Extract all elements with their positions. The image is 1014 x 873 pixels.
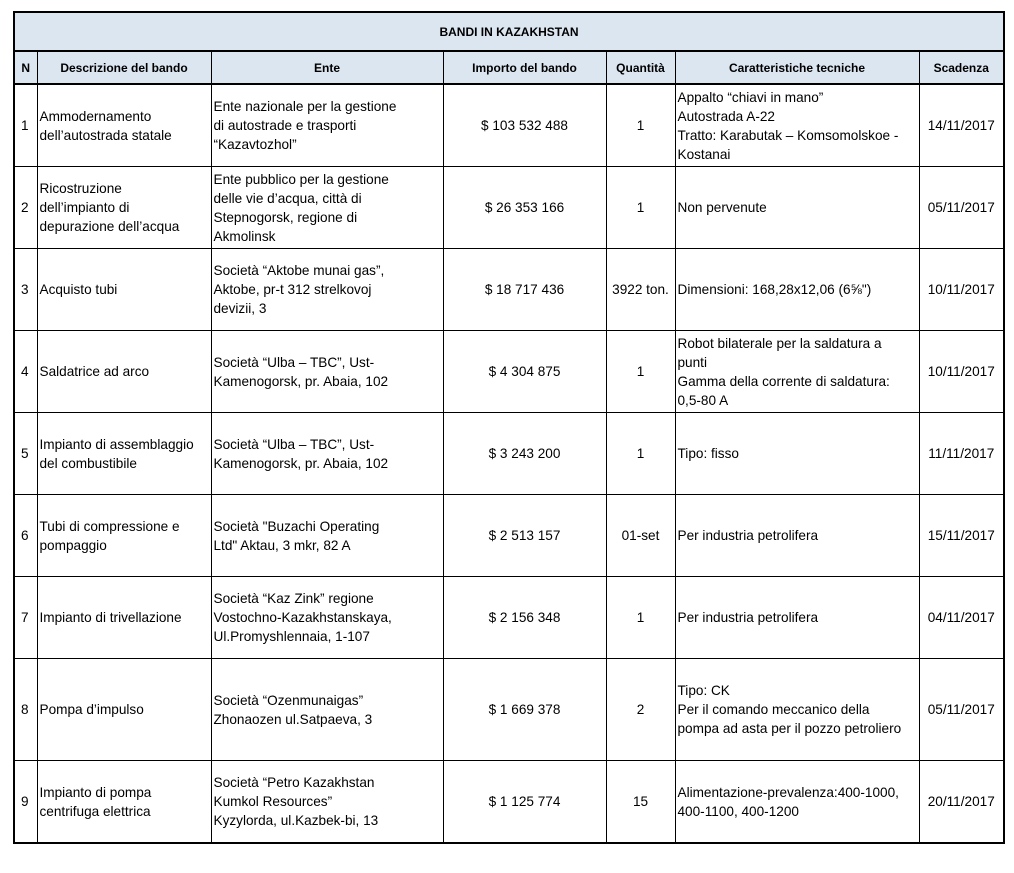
cell-caratteristiche: Dimensioni: 168,28x12,06 (6⅝") (675, 249, 919, 331)
cell-caratteristiche: Per industria petrolifera (675, 577, 919, 659)
cell-caratteristiche: Tipo: CK Per il comando meccanico della pompa ad asta per il pozzo petroliero (675, 659, 919, 761)
table-row (14, 249, 1004, 331)
cell-caratteristiche: Robot bilaterale per la saldatura a punti Gamma della corrente di saldatura: 0,5-80 A (675, 331, 919, 413)
cell-descrizione: Ammodernamento dell’autostrada statale (37, 84, 211, 167)
table-row (14, 577, 1004, 659)
cell-n: 3 (14, 249, 37, 331)
cell-n: 6 (14, 495, 37, 577)
table-row (14, 84, 1004, 167)
cell-importo: $ 4 304 875 (443, 331, 606, 413)
cell-descrizione: Impianto di trivellazione (37, 577, 211, 659)
cell-descrizione: Pompa d’impulso (37, 659, 211, 761)
cell-ente: Società “Aktobe munai gas”, Aktobe, pr-t 312 strelkovoj devizii, 3 (211, 249, 443, 331)
cell-importo: $ 1 669 378 (443, 659, 606, 761)
cell-n: 9 (14, 761, 37, 844)
tenders-table-container (13, 11, 1005, 844)
cell-importo: $ 2 513 157 (443, 495, 606, 577)
cell-ente: Società “Kaz Zink” regione Vostochno-Kazakhstanskaya, Ul.Promyshlennaia, 1-107 (211, 577, 443, 659)
cell-n: 5 (14, 413, 37, 495)
cell-caratteristiche: Per industria petrolifera (675, 495, 919, 577)
cell-importo: $ 2 156 348 (443, 577, 606, 659)
cell-n: 2 (14, 167, 37, 249)
tenders-table (13, 11, 1005, 844)
cell-ente: Società “Ulba – TBC”, Ust- Kamenogorsk, pr. Abaia, 102 (211, 413, 443, 495)
cell-scadenza: 04/11/2017 (919, 577, 1004, 659)
cell-caratteristiche: Appalto “chiavi in mano” Autostrada A-22 Tratto: Karabutak – Komsomolskoe - Kostanai (675, 84, 919, 167)
cell-scadenza: 11/11/2017 (919, 413, 1004, 495)
cell-quantita: 1 (606, 84, 675, 167)
cell-ente: Società “Petro Kazakhstan Kumkol Resources” Kyzylorda, ul.Kazbek-bi, 13 (211, 761, 443, 844)
table-row (14, 331, 1004, 413)
cell-importo: $ 3 243 200 (443, 413, 606, 495)
cell-descrizione: Tubi di compressione e pompaggio (37, 495, 211, 577)
cell-caratteristiche: Tipo: fisso (675, 413, 919, 495)
table-row (14, 167, 1004, 249)
header-scadenza: Scadenza (919, 51, 1004, 84)
cell-n: 7 (14, 577, 37, 659)
cell-n: 4 (14, 331, 37, 413)
cell-descrizione: Impianto di pompa centrifuga elettrica (37, 761, 211, 844)
table-row (14, 495, 1004, 577)
cell-scadenza: 14/11/2017 (919, 84, 1004, 167)
cell-ente: Società “Ozenmunaigas” Zhonaozen ul.Satpaeva, 3 (211, 659, 443, 761)
cell-quantita: 1 (606, 577, 675, 659)
header-n: N (14, 51, 37, 84)
cell-scadenza: 15/11/2017 (919, 495, 1004, 577)
cell-scadenza: 20/11/2017 (919, 761, 1004, 844)
cell-importo: $ 1 125 774 (443, 761, 606, 844)
cell-n: 8 (14, 659, 37, 761)
header-descrizione: Descrizione del bando (37, 51, 211, 84)
cell-ente: Società “Ulba – TBC”, Ust- Kamenogorsk, pr. Abaia, 102 (211, 331, 443, 413)
cell-importo: $ 26 353 166 (443, 167, 606, 249)
header-caratteristiche: Caratteristiche tecniche (675, 51, 919, 84)
table-title: BANDI IN KAZAKHSTAN (14, 12, 1004, 51)
cell-ente: Società "Buzachi Operating Ltd" Aktau, 3 mkr, 82 A (211, 495, 443, 577)
cell-quantita: 1 (606, 413, 675, 495)
cell-scadenza: 10/11/2017 (919, 331, 1004, 413)
cell-descrizione: Impianto di assemblaggio del combustibile (37, 413, 211, 495)
cell-scadenza: 05/11/2017 (919, 659, 1004, 761)
header-row (14, 51, 1004, 84)
table-row (14, 761, 1004, 844)
cell-quantita: 15 (606, 761, 675, 844)
cell-quantita: 2 (606, 659, 675, 761)
cell-descrizione: Acquisto tubi (37, 249, 211, 331)
cell-caratteristiche: Non pervenute (675, 167, 919, 249)
cell-scadenza: 10/11/2017 (919, 249, 1004, 331)
cell-importo: $ 103 532 488 (443, 84, 606, 167)
cell-caratteristiche: Alimentazione-prevalenza:400-1000, 400-1100, 400-1200 (675, 761, 919, 844)
cell-n: 1 (14, 84, 37, 167)
header-ente: Ente (211, 51, 443, 84)
table-row (14, 659, 1004, 761)
cell-quantita: 1 (606, 331, 675, 413)
cell-scadenza: 05/11/2017 (919, 167, 1004, 249)
header-importo: Importo del bando (443, 51, 606, 84)
cell-quantita: 01-set (606, 495, 675, 577)
cell-descrizione: Saldatrice ad arco (37, 331, 211, 413)
cell-quantita: 1 (606, 167, 675, 249)
table-row (14, 413, 1004, 495)
cell-descrizione: Ricostruzione dell’impianto di depurazione dell’acqua (37, 167, 211, 249)
cell-ente: Ente nazionale per la gestione di autostrade e trasporti “Kazavtozhol” (211, 84, 443, 167)
cell-quantita: 3922 ton. (606, 249, 675, 331)
header-quantita: Quantità (606, 51, 675, 84)
cell-ente: Ente pubblico per la gestione delle vie d’acqua, città di Stepnogorsk, regione di Akmolinsk (211, 167, 443, 249)
cell-importo: $ 18 717 436 (443, 249, 606, 331)
